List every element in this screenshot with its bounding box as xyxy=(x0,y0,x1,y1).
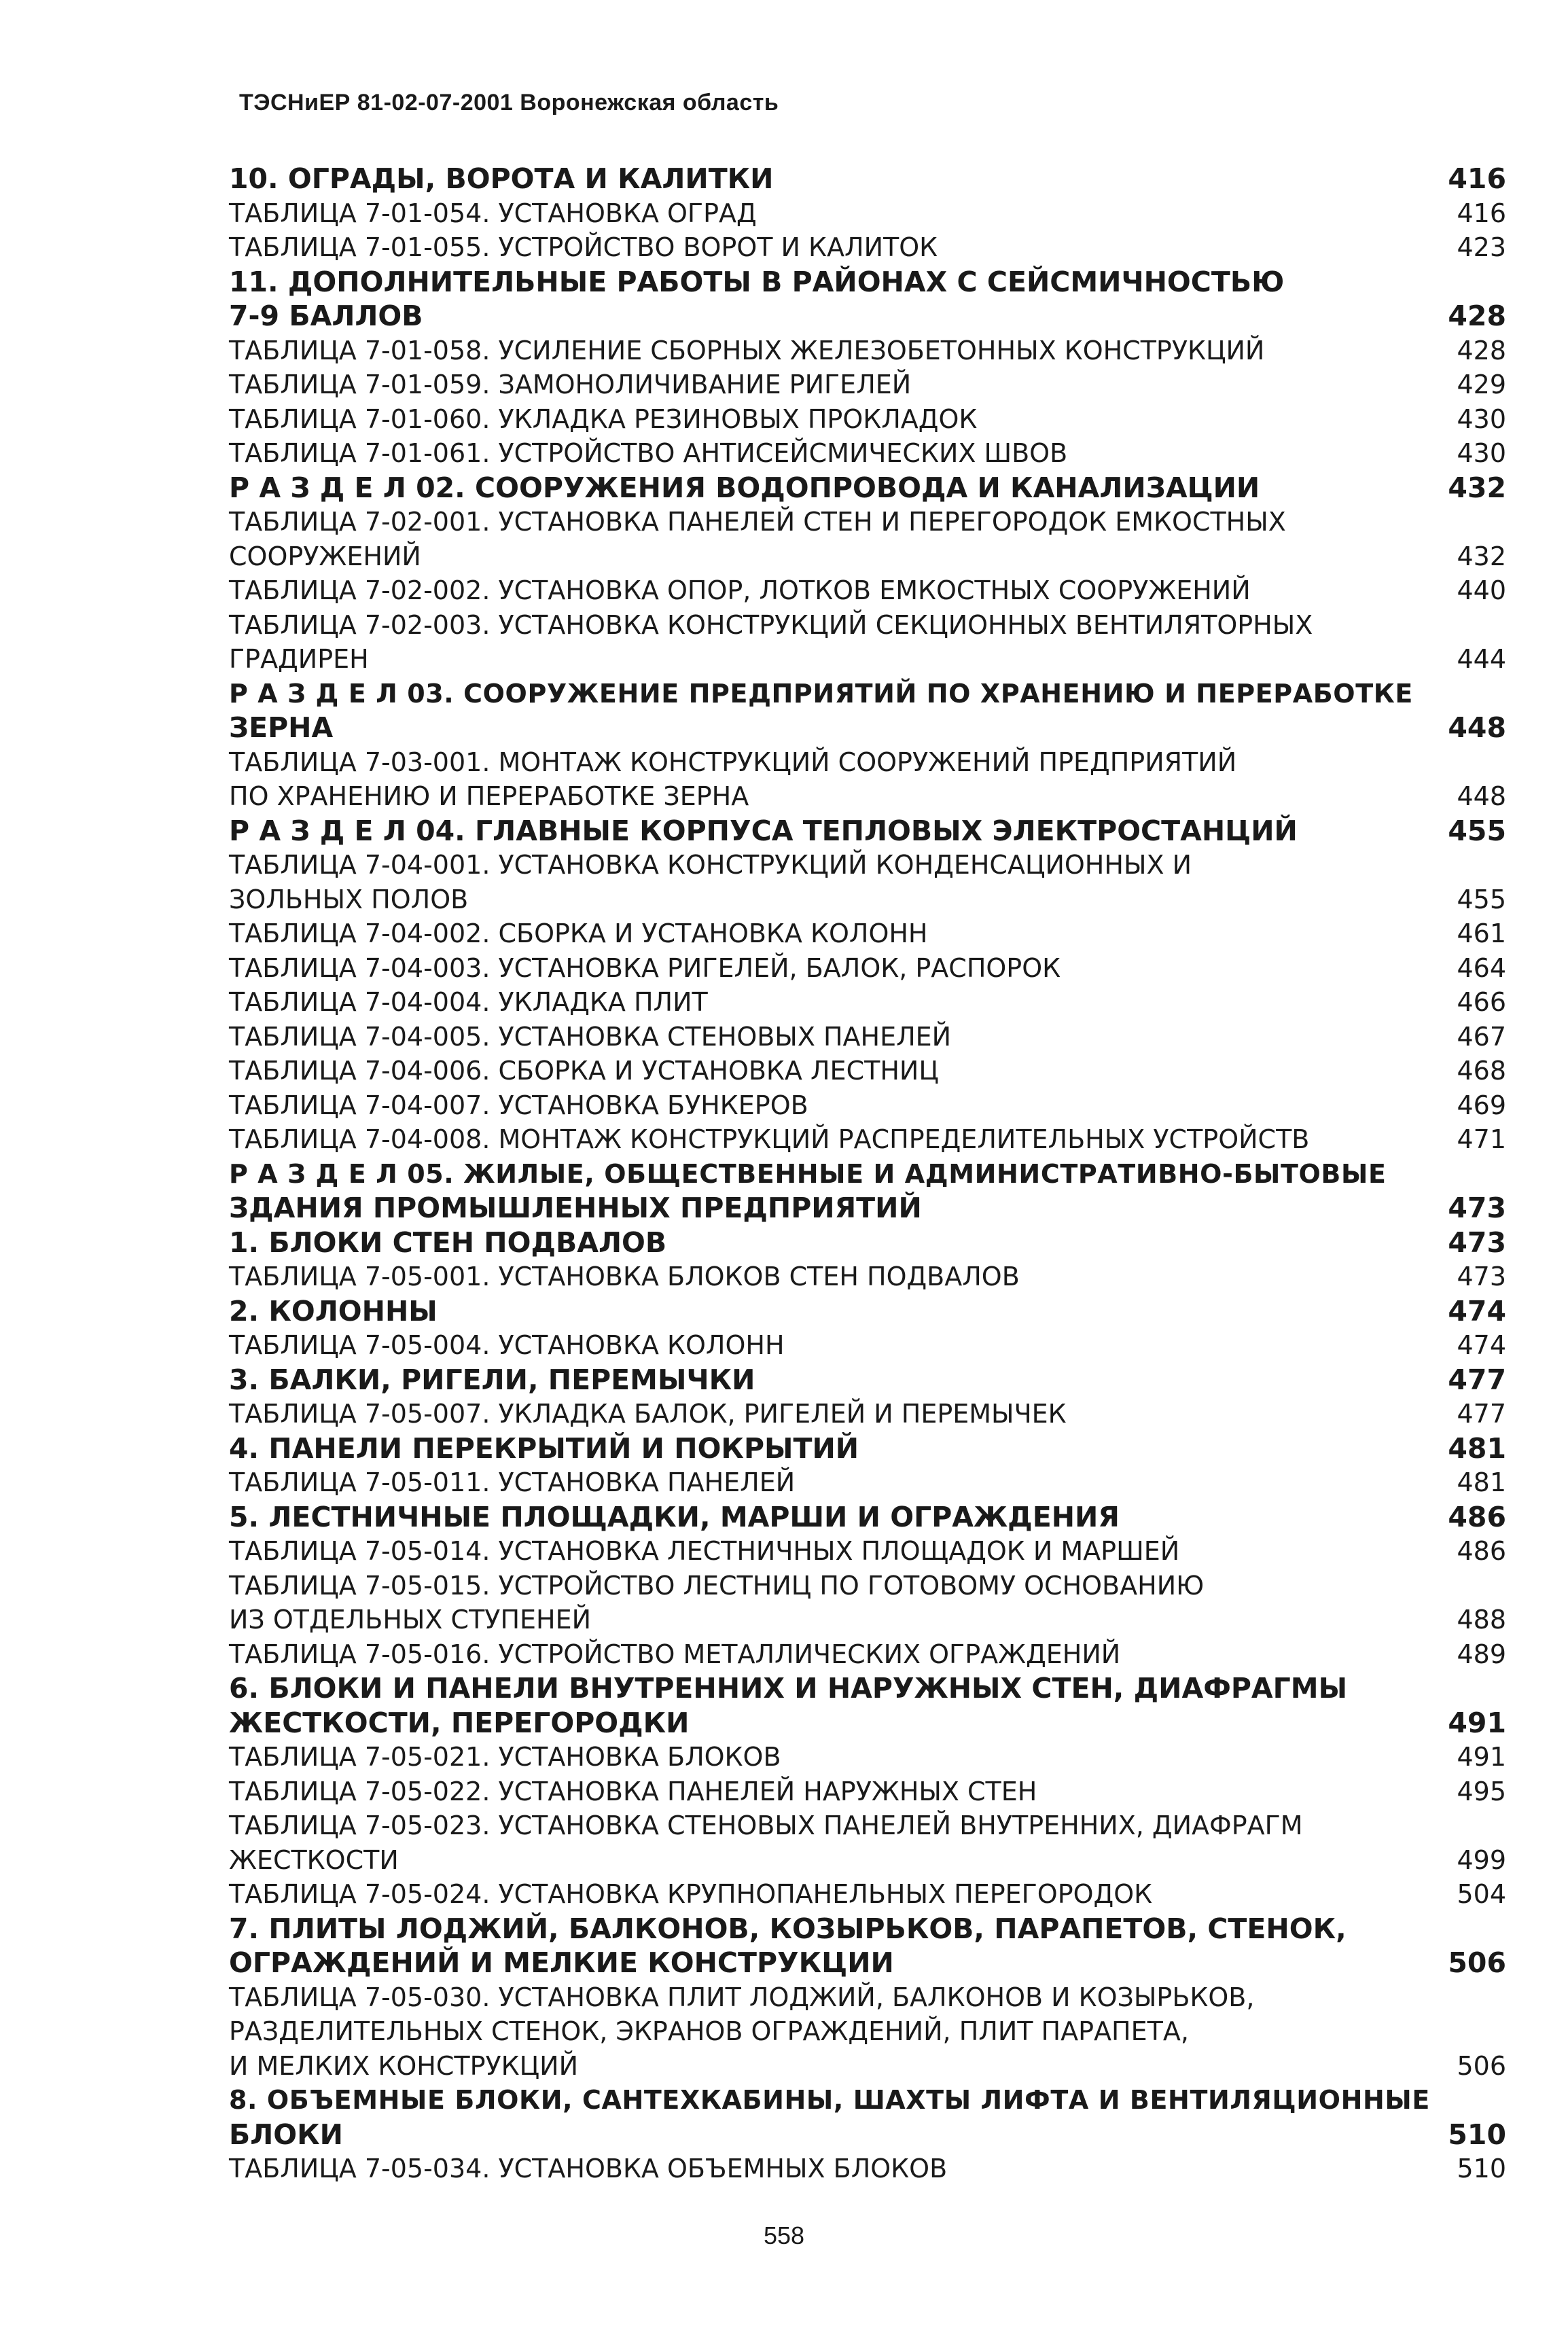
toc-table-entry xyxy=(229,196,1506,231)
toc-section-heading xyxy=(229,299,1506,334)
toc-table-entry xyxy=(229,1020,1506,1054)
toc-entry-page: 444 xyxy=(1457,644,1506,674)
toc-entry-page: 461 xyxy=(1457,919,1506,948)
toc-entry-title: ТАБЛИЦА 7-05-007. УКЛАДКА БАЛОК, РИГЕЛЕЙ И ПЕРЕМЫЧЕК xyxy=(229,1399,1067,1429)
toc-entry-title: ПО ХРАНЕНИЮ И ПЕРЕРАБОТКЕ ЗЕРНА xyxy=(229,781,749,811)
toc-table-entry xyxy=(229,334,1506,368)
toc-entry-page: 469 xyxy=(1457,1090,1506,1120)
toc-table-entry xyxy=(229,1637,1506,1672)
toc-entry-title: ТАБЛИЦА 7-01-059. ЗАМОНОЛИЧИВАНИЕ РИГЕЛЕЙ xyxy=(229,370,912,399)
toc-entry-page: 477 xyxy=(1448,1363,1506,1396)
toc-table-entry xyxy=(229,916,1506,951)
toc-entry-title: ТАБЛИЦА 7-04-004. УКЛАДКА ПЛИТ xyxy=(229,987,708,1017)
toc-section-heading xyxy=(229,677,1506,711)
toc-entry-page: 474 xyxy=(1457,1330,1506,1360)
toc-entry-title: ГРАДИРЕН xyxy=(229,644,369,674)
toc-entry-page: 491 xyxy=(1448,1706,1506,1739)
toc-section-heading xyxy=(229,2083,1506,2118)
toc-table-entry xyxy=(229,1397,1506,1431)
toc-entry-page: 455 xyxy=(1448,814,1506,847)
toc-section-heading xyxy=(229,1671,1506,1706)
toc-table-entry xyxy=(229,2014,1506,2049)
toc-entry-title: 4. ПАНЕЛИ ПЕРЕКРЫТИЙ И ПОКРЫТИЙ xyxy=(229,1431,859,1465)
toc-entry-page: 488 xyxy=(1457,1605,1506,1635)
toc-entry-title: Р А З Д Е Л 02. СООРУЖЕНИЯ ВОДОПРОВОДА И КАНАЛИЗАЦИИ xyxy=(229,471,1260,504)
toc-entry-page: 423 xyxy=(1457,232,1506,262)
toc-entry-title: Р А З Д Е Л 05. ЖИЛЫЕ, ОБЩЕСТВЕННЫЕ И АДМИНИСТРАТИВНО-БЫТОВЫЕ xyxy=(229,1158,1387,1189)
toc-entry-page: 477 xyxy=(1457,1399,1506,1429)
toc-entry-page: 510 xyxy=(1457,2154,1506,2184)
toc-entry-page: 471 xyxy=(1457,1124,1506,1154)
toc-entry-title: ТАБЛИЦА 7-01-060. УКЛАДКА РЕЗИНОВЫХ ПРОКЛАДОК xyxy=(229,404,978,434)
toc-entry-page: 416 xyxy=(1448,162,1506,195)
toc-entry-title: ТАБЛИЦА 7-05-023. УСТАНОВКА СТЕНОВЫХ ПАНЕЛЕЙ ВНУТРЕННИХ, ДИАФРАГМ xyxy=(229,1811,1303,1840)
toc-entry-title: 3. БАЛКИ, РИГЕЛИ, ПЕРЕМЫЧКИ xyxy=(229,1363,755,1396)
toc-entry-page: 473 xyxy=(1448,1192,1506,1224)
toc-entry-title: ТАБЛИЦА 7-04-003. УСТАНОВКА РИГЕЛЕЙ, БАЛОК, РАСПОРОК xyxy=(229,952,1061,983)
toc-table-entry xyxy=(229,951,1506,986)
toc-table-entry xyxy=(229,1465,1506,1500)
toc-entry-title: ТАБЛИЦА 7-04-008. МОНТАЖ КОНСТРУКЦИЙ РАСПРЕДЕЛИТЕЛЬНЫХ УСТРОЙСТВ xyxy=(229,1124,1310,1154)
toc-table-entry xyxy=(229,779,1506,814)
toc-entry-title: 7. ПЛИТЫ ЛОДЖИЙ, БАЛКОНОВ, КОЗЫРЬКОВ, ПАРАПЕТОВ, СТЕНОК, xyxy=(229,1912,1347,1945)
toc-table-entry xyxy=(229,608,1506,643)
toc-entry-page: 504 xyxy=(1457,1879,1506,1909)
toc-entry-title: БЛОКИ xyxy=(229,2118,343,2151)
toc-table-entry xyxy=(229,1054,1506,1088)
toc-entry-title: ТАБЛИЦА 7-02-002. УСТАНОВКА ОПОР, ЛОТКОВ ЕМКОСТНЫХ СООРУЖЕНИЙ xyxy=(229,575,1251,605)
toc-entry-page: 506 xyxy=(1457,2050,1506,2081)
toc-section-heading xyxy=(229,1706,1506,1741)
toc-entry-page: 491 xyxy=(1457,1742,1506,1772)
toc-entry-title: ТАБЛИЦА 7-05-034. УСТАНОВКА ОБЪЕМНЫХ БЛОКОВ xyxy=(229,2154,948,2184)
toc-entry-page: 481 xyxy=(1448,1431,1506,1465)
toc-entry-title: ТАБЛИЦА 7-05-004. УСТАНОВКА КОЛОНН xyxy=(229,1330,785,1360)
toc-table-entry xyxy=(229,642,1506,677)
toc-table-entry xyxy=(229,2049,1506,2084)
toc-table-entry xyxy=(229,883,1506,917)
toc-section-heading xyxy=(229,1294,1506,1329)
toc-entry-title: И МЕЛКИХ КОНСТРУКЦИЙ xyxy=(229,2050,579,2081)
toc-entry-title: ТАБЛИЦА 7-05-030. УСТАНОВКА ПЛИТ ЛОДЖИЙ, БАЛКОНОВ И КОЗЫРЬКОВ, xyxy=(229,1982,1255,2012)
toc-entry-title: 1. БЛОКИ СТЕН ПОДВАЛОВ xyxy=(229,1226,667,1259)
toc-entry-title: ТАБЛИЦА 7-05-015. УСТРОЙСТВО ЛЕСТНИЦ ПО ГОТОВОМУ ОСНОВАНИЮ xyxy=(229,1570,1205,1601)
toc-table-entry xyxy=(229,1740,1506,1775)
toc-table-entry xyxy=(229,230,1506,265)
toc-entry-title: ЗЕРНА xyxy=(229,711,334,744)
toc-section-heading xyxy=(229,1912,1506,1946)
toc-entry-page: 428 xyxy=(1457,335,1506,366)
toc-section-heading xyxy=(229,711,1506,745)
toc-table-entry xyxy=(229,505,1506,539)
toc-section-heading xyxy=(229,1363,1506,1397)
toc-entry-page: 455 xyxy=(1457,884,1506,914)
toc-entry-page: 432 xyxy=(1457,541,1506,571)
toc-entry-page: 506 xyxy=(1448,1946,1506,1979)
toc-entry-title: ТАБЛИЦА 7-04-005. УСТАНОВКА СТЕНОВЫХ ПАНЕЛЕЙ xyxy=(229,1021,952,1052)
toc-table-entry xyxy=(229,1569,1506,1603)
toc-entry-title: 10. ОГРАДЫ, ВОРОТА И КАЛИТКИ xyxy=(229,162,774,195)
toc-section-heading xyxy=(229,814,1506,849)
toc-entry-page: 430 xyxy=(1457,438,1506,468)
toc-entry-page: 489 xyxy=(1457,1639,1506,1669)
toc-entry-title: ТАБЛИЦА 7-02-001. УСТАНОВКА ПАНЕЛЕЙ СТЕН И ПЕРЕГОРОДОК ЕМКОСТНЫХ xyxy=(229,507,1286,537)
toc-section-heading xyxy=(229,1191,1506,1226)
toc-table-entry xyxy=(229,985,1506,1020)
toc-entry-title: ТАБЛИЦА 7-01-055. УСТРОЙСТВО ВОРОТ И КАЛИТОК xyxy=(229,232,938,262)
toc-table-entry xyxy=(229,1088,1506,1123)
page-number: 558 xyxy=(763,2222,805,2249)
toc-entry-title: ТАБЛИЦА 7-01-061. УСТРОЙСТВО АНТИСЕЙСМИЧЕСКИХ ШВОВ xyxy=(229,438,1068,468)
toc-table-entry xyxy=(229,1877,1506,1912)
toc-table-entry xyxy=(229,1980,1506,2015)
toc-entry-page: 467 xyxy=(1457,1021,1506,1052)
toc-table-entry xyxy=(229,539,1506,574)
toc-table-entry xyxy=(229,745,1506,780)
toc-entry-title: ТАБЛИЦА 7-04-001. УСТАНОВКА КОНСТРУКЦИЙ КОНДЕНСАЦИОННЫХ И xyxy=(229,850,1192,880)
toc-entry-page: 468 xyxy=(1457,1056,1506,1086)
toc-table-entry xyxy=(229,1808,1506,1843)
toc-entry-title: 2. КОЛОННЫ xyxy=(229,1294,438,1327)
toc-table-entry xyxy=(229,368,1506,402)
toc-entry-title: 8. ОБЪЕМНЫЕ БЛОКИ, САНТЕХКАБИНЫ, ШАХТЫ ЛИФТА И ВЕНТИЛЯЦИОННЫЕ xyxy=(229,2085,1430,2115)
toc-entry-title: ЖЕСТКОСТИ xyxy=(229,1844,399,1875)
toc-entry-page: 428 xyxy=(1448,300,1506,332)
toc-entry-title: 11. ДОПОЛНИТЕЛЬНЫЕ РАБОТЫ В РАЙОНАХ С СЕЙСМИЧНОСТЬЮ xyxy=(229,265,1285,298)
toc-entry-title: ТАБЛИЦА 7-05-022. УСТАНОВКА ПАНЕЛЕЙ НАРУЖНЫХ СТЕН xyxy=(229,1776,1037,1806)
toc-entry-page: 464 xyxy=(1457,952,1506,983)
toc-entry-page: 510 xyxy=(1448,2118,1506,2151)
toc-table-entry xyxy=(229,1603,1506,1637)
toc-entry-title: ТАБЛИЦА 7-03-001. МОНТАЖ КОНСТРУКЦИЙ СООРУЖЕНИЙ ПРЕДПРИЯТИЙ xyxy=(229,747,1237,777)
toc-entry-page: 486 xyxy=(1448,1500,1506,1533)
toc-entry-title: ТАБЛИЦА 7-05-021. УСТАНОВКА БЛОКОВ xyxy=(229,1742,781,1772)
toc-entry-title: ОГРАЖДЕНИЙ И МЕЛКИЕ КОНСТРУКЦИИ xyxy=(229,1946,894,1979)
toc-section-heading xyxy=(229,1226,1506,1260)
toc-entry-page: 466 xyxy=(1457,987,1506,1017)
toc-section-heading xyxy=(229,471,1506,505)
toc-section-heading xyxy=(229,1431,1506,1466)
toc-table-entry xyxy=(229,2152,1506,2186)
toc-entry-title: ТАБЛИЦА 7-05-014. УСТАНОВКА ЛЕСТНИЧНЫХ ПЛОЩАДОК И МАРШЕЙ xyxy=(229,1536,1180,1566)
toc-section-heading xyxy=(229,1946,1506,1980)
toc-entry-title: ТАБЛИЦА 7-05-024. УСТАНОВКА КРУПНОПАНЕЛЬНЫХ ПЕРЕГОРОДОК xyxy=(229,1879,1153,1909)
toc-table-entry xyxy=(229,1775,1506,1809)
toc-entry-page: 473 xyxy=(1457,1262,1506,1291)
toc-entry-page: 481 xyxy=(1457,1467,1506,1497)
toc-entry-title: ТАБЛИЦА 7-01-058. УСИЛЕНИЕ СБОРНЫХ ЖЕЛЕЗОБЕТОННЫХ КОНСТРУКЦИЙ xyxy=(229,335,1265,366)
toc-entry-title: ТАБЛИЦА 7-05-001. УСТАНОВКА БЛОКОВ СТЕН ПОДВАЛОВ xyxy=(229,1262,1020,1291)
toc-entry-title: 5. ЛЕСТНИЧНЫЕ ПЛОЩАДКИ, МАРШИ И ОГРАЖДЕНИЯ xyxy=(229,1500,1120,1533)
toc-table-entry xyxy=(229,1328,1506,1363)
toc-entry-title: ЗДАНИЯ ПРОМЫШЛЕННЫХ ПРЕДПРИЯТИЙ xyxy=(229,1192,922,1224)
toc-entry-title: ТАБЛИЦА 7-04-006. СБОРКА И УСТАНОВКА ЛЕСТНИЦ xyxy=(229,1056,939,1086)
toc-entry-title: ЗОЛЬНЫХ ПОЛОВ xyxy=(229,884,469,914)
toc-entry-page: 416 xyxy=(1457,198,1506,228)
toc-entry-page: 499 xyxy=(1457,1844,1506,1875)
toc-table-entry xyxy=(229,1843,1506,1878)
table-of-contents xyxy=(229,162,1506,2186)
toc-entry-title: ТАБЛИЦА 7-02-003. УСТАНОВКА КОНСТРУКЦИЙ СЕКЦИОННЫХ ВЕНТИЛЯТОРНЫХ xyxy=(229,609,1313,640)
toc-entry-title: ЖЕСТКОСТИ, ПЕРЕГОРОДКИ xyxy=(229,1706,690,1739)
toc-entry-title: ИЗ ОТДЕЛЬНЫХ СТУПЕНЕЙ xyxy=(229,1605,592,1635)
toc-entry-title: Р А З Д Е Л 04. ГЛАВНЫЕ КОРПУСА ТЕПЛОВЫХ ЭЛЕКТРОСТАНЦИЙ xyxy=(229,814,1298,847)
toc-section-heading xyxy=(229,265,1506,300)
toc-entry-page: 430 xyxy=(1457,404,1506,434)
toc-table-entry xyxy=(229,1260,1506,1294)
toc-entry-title: 6. БЛОКИ И ПАНЕЛИ ВНУТРЕННИХ И НАРУЖНЫХ СТЕН, ДИАФРАГМЫ xyxy=(229,1672,1348,1705)
toc-entry-page: 432 xyxy=(1448,471,1506,504)
toc-entry-title: 7-9 БАЛЛОВ xyxy=(229,300,423,332)
toc-entry-page: 474 xyxy=(1448,1294,1506,1327)
toc-entry-title: ТАБЛИЦА 7-04-007. УСТАНОВКА БУНКЕРОВ xyxy=(229,1090,808,1120)
toc-table-entry xyxy=(229,1122,1506,1157)
toc-entry-title: ТАБЛИЦА 7-01-054. УСТАНОВКА ОГРАД xyxy=(229,198,757,228)
toc-entry-title: Р А З Д Е Л 03. СООРУЖЕНИЕ ПРЕДПРИЯТИЙ ПО ХРАНЕНИЮ И ПЕРЕРАБОТКЕ xyxy=(229,678,1413,709)
toc-entry-title: ТАБЛИЦА 7-05-011. УСТАНОВКА ПАНЕЛЕЙ xyxy=(229,1467,796,1497)
toc-table-entry xyxy=(229,848,1506,883)
toc-section-heading xyxy=(229,2118,1506,2152)
toc-entry-page: 473 xyxy=(1448,1226,1506,1259)
toc-entry-title: ТАБЛИЦА 7-05-016. УСТРОЙСТВО МЕТАЛЛИЧЕСКИХ ОГРАЖДЕНИЙ xyxy=(229,1639,1121,1669)
toc-table-entry xyxy=(229,436,1506,471)
toc-entry-page: 440 xyxy=(1457,575,1506,605)
toc-section-heading xyxy=(229,1500,1506,1535)
page-header: ТЭСНиЕР 81-02-07-2001 Воронежская область xyxy=(239,90,779,115)
toc-table-entry xyxy=(229,1534,1506,1569)
toc-entry-page: 448 xyxy=(1457,781,1506,811)
toc-entry-page: 448 xyxy=(1448,711,1506,744)
toc-entry-title: РАЗДЕЛИТЕЛЬНЫХ СТЕНОК, ЭКРАНОВ ОГРАЖДЕНИЙ, ПЛИТ ПАРАПЕТА, xyxy=(229,2016,1189,2046)
toc-entry-title: ТАБЛИЦА 7-04-002. СБОРКА И УСТАНОВКА КОЛОНН xyxy=(229,919,928,948)
toc-section-heading xyxy=(229,1157,1506,1192)
toc-entry-page: 486 xyxy=(1457,1536,1506,1566)
toc-table-entry xyxy=(229,573,1506,608)
toc-section-heading xyxy=(229,162,1506,196)
toc-entry-title: СООРУЖЕНИЙ xyxy=(229,541,421,571)
toc-entry-page: 429 xyxy=(1457,370,1506,399)
toc-table-entry xyxy=(229,402,1506,437)
toc-entry-page: 495 xyxy=(1457,1776,1506,1806)
